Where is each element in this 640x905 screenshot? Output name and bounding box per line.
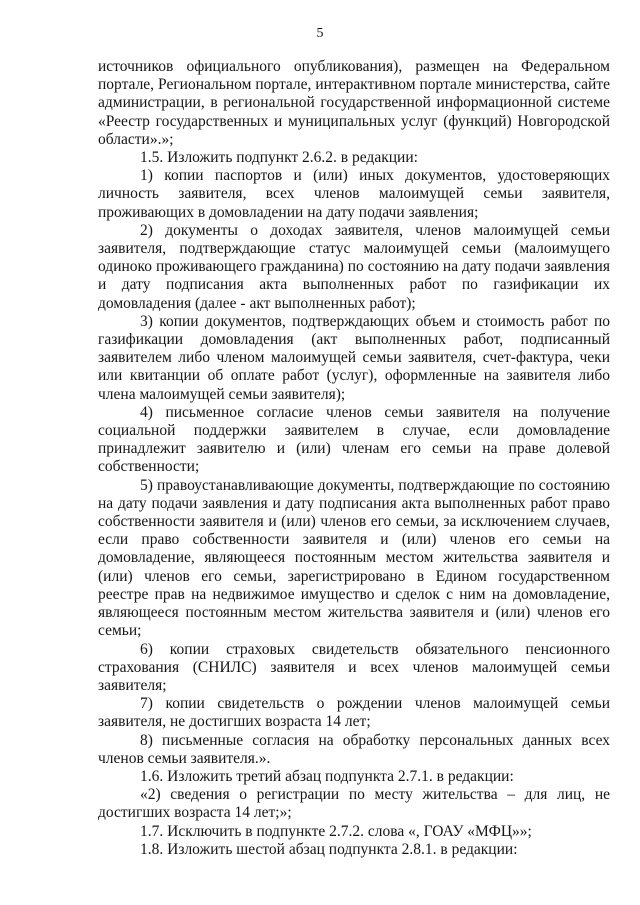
paragraph-subitem-7: 7) копии свидетельств о рождении членов малоимущей семьи заявителя, не достигших возраста 14 лет; (98, 695, 614, 731)
paragraph-subitem-4: 4) письменное согласие членов семьи заявителя на получение социальной поддержки заявителем в случае, если домовладение принадлежит заявителю и (или) членам его семьи на праве долевой собственности; (98, 403, 614, 476)
paragraph-subitem-5: 5) правоустанавливающие документы, подтверждающие по состоянию на дату подачи заявления и дату подписания акта выполненных работ право собственности заявителя и (или) членов его семьи, за исключением случаев, если право собственности заявителя и (или) членов его семьи на домовладение, являющееся постоянным местом жительства заявителя и (или) членов его семьи, зарегистрировано в Едином государственном реестре прав на недвижимое имущество и сделок с ним на домовладение, являющееся постоянным местом жительства заявителя и (или) членов его семьи; (98, 476, 614, 640)
paragraph-subitem-6: 6) копии страховых свидетельств обязательного пенсионного страхования (СНИЛС) заявителя и всех членов малоимущей семьи заявителя; (98, 640, 614, 694)
paragraph-item-1-8: 1.8. Изложить шестой абзац подпункта 2.8.1. в редакции: (140, 840, 518, 858)
paragraph-item-1-5: 1.5. Изложить подпункт 2.6.2. в редакции: (140, 149, 418, 167)
paragraph-item-1-7: 1.7. Исключить в подпункте 2.7.2. слова «, ГОАУ «МФЦ»»; (140, 822, 532, 840)
paragraph-subitem-8: 8) письменные согласия на обработку персональных данных всех членов семьи заявителя.». (98, 731, 614, 767)
paragraph-item-1-6: 1.6. Изложить третий абзац подпункта 2.7.1. в редакции: (140, 767, 514, 785)
paragraph-continuation: источников официального опубликования), размещен на Федеральном портале, Региональном портале, интерактивном портале министерства, сайте администрации, в региональной государственной информационной системе «Реестр государственных и муниципальных услуг (функций) Новгородской области».»; (98, 58, 614, 148)
document-body (98, 58, 614, 859)
paragraph-quoted-clause: «2) сведения о регистрации по месту жительства – для лиц, не достигших возраста 14 лет;»; (98, 786, 614, 822)
paragraph-subitem-2: 2) документы о доходах заявителя, членов малоимущей семьи заявителя, подтверждающие статус малоимущей семьи (малоимущего одиноко проживающего гражданина) по состоянию на дату подачи заявления и дату подписания акта выполненных работ по газификации их домовладения (далее - акт выполненных работ); (98, 221, 614, 312)
paragraph-subitem-3: 3) копии документов, подтверждающих объем и стоимость работ по газификации домовладения (акт выполненных работ, подписанный заявителем либо членом малоимущей семьи заявителя, счет-фактура, чеки или квитанции об оплате работ (услуг), оформленные на заявителя либо члена малоимущей семьи заявителя); (98, 312, 614, 403)
page-number: 5 (316, 26, 324, 41)
paragraph-subitem-1: 1) копии паспортов и (или) иных документов, удостоверяющих личность заявителя, всех членов малоимущей семьи заявителя, проживающих в домовладении на дату подачи заявления; (98, 167, 614, 221)
